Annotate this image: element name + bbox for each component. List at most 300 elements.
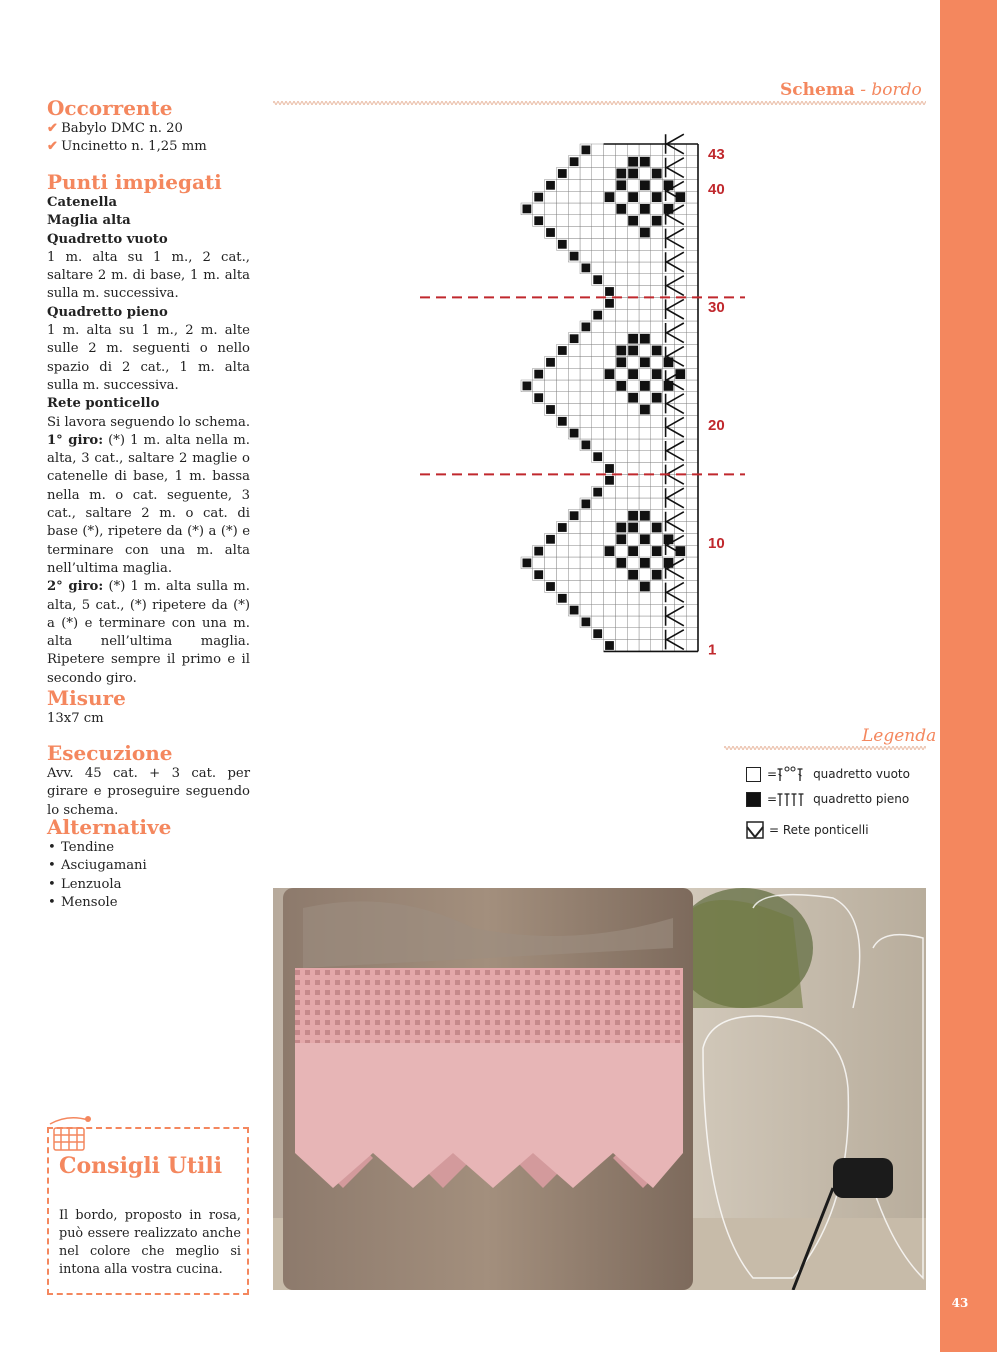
motif-filled-square [652,216,662,226]
chart-cell [580,227,592,239]
legend-row-rete: = Rete ponticelli [746,821,869,839]
motif-filled-square [640,511,650,521]
chart-cell [580,333,592,345]
chart-cell [604,557,616,569]
chart-cell [627,286,639,298]
edge-filled-square [546,535,555,544]
row-label: 40 [708,181,725,199]
chart-cell [604,380,616,392]
chart-cell [604,628,616,640]
chart-cell [604,156,616,168]
chart-cell [580,392,592,404]
chart-cell [651,286,663,298]
chart-cell [686,297,698,309]
chart-cell [604,345,616,357]
chart-cell [556,179,568,191]
product-photo [273,888,926,1290]
chart-cell [686,356,698,368]
chart-cell [627,581,639,593]
chart-cell [556,203,568,215]
chart-cell [686,380,698,392]
occorrente-item: ✔ Uncinetto n. 1,25 mm [47,139,207,155]
chart-cell [592,592,604,604]
chart-cell [686,604,698,616]
edge-filled-square [546,358,555,367]
chart-cell [639,392,651,404]
chart-cell [639,309,651,321]
chart-cell [686,569,698,581]
consigli-title: Consigli Utili [59,1153,223,1179]
chart-cell [615,274,627,286]
chart-cell [604,451,616,463]
chart-cell [592,238,604,250]
chart-cell [639,368,651,380]
chart-cell [604,427,616,439]
edge-filled-square [534,547,543,556]
chart-cell [651,616,663,628]
chart-cell [651,463,663,475]
occorrente-section [47,96,250,157]
chart-cell [592,203,604,215]
occorrente-title: Occorrente [47,96,173,120]
chart-cell [686,557,698,569]
chart-cell [627,297,639,309]
motif-filled-square [616,169,626,179]
chart-cell [627,144,639,156]
motif-filled-square [628,393,638,403]
chart-cell [651,179,663,191]
chart-cell [592,368,604,380]
quadretto-vuoto-symbol-icon [777,766,805,782]
chart-cell [627,203,639,215]
chart-cell [556,533,568,545]
chart-cell [686,286,698,298]
edge-filled-square [570,252,579,261]
chart-cell [627,415,639,427]
chart-cell [651,557,663,569]
quadretto-pieno-symbol-icon [777,791,805,807]
chart-cell [568,545,580,557]
chart-cell [580,368,592,380]
chart-cell [615,628,627,640]
chart-cell [592,356,604,368]
chart-cell [651,533,663,545]
chart-cell [556,392,568,404]
chart-cell [651,474,663,486]
chart-cell [686,486,698,498]
chart-cell [556,215,568,227]
chart-cell [580,215,592,227]
chart-cell [627,604,639,616]
chart-cell [545,368,557,380]
chart-cell [592,545,604,557]
chart-cell [686,250,698,262]
chart-cell [639,439,651,451]
chart-cell [639,474,651,486]
chart-cell [604,203,616,215]
chart-cell [686,333,698,345]
chart-cell [615,333,627,345]
chart-cell [604,250,616,262]
jar-with-lace-photo [273,888,926,1290]
chart-cell [556,227,568,239]
schema-wavy-divider [273,100,926,106]
edge-filled-square [570,511,579,520]
chart-cell [639,286,651,298]
chart-row-labels [708,146,725,659]
chart-cell [627,474,639,486]
chart-cell [615,510,627,522]
chart-cell [615,144,627,156]
chart-cell [604,321,616,333]
chart-cell [651,309,663,321]
chart-cell [686,168,698,180]
chart-cell [615,250,627,262]
chart-cell [651,144,663,156]
chart-cell [627,238,639,250]
qp-title: Quadretto pieno [47,304,168,320]
chart-cell [627,498,639,510]
chart-cell [651,227,663,239]
chart-cell [651,498,663,510]
motif-filled-square [640,357,650,367]
chart-cell [686,415,698,427]
chart-cell [615,392,627,404]
chart-cell [686,392,698,404]
motif-filled-square [628,192,638,202]
esecuzione-title: Esecuzione [47,741,173,765]
motif-filled-square [640,157,650,167]
chart-cell [651,262,663,274]
chart-cell [686,581,698,593]
chart-cell [545,380,557,392]
chart-cell [627,557,639,569]
edge-filled-square [558,594,567,603]
chart-cell [580,510,592,522]
giro2: 2° giro: (*) 1 m. alta sulla m. alta, 5 cat., (*) ripetere da (*) a (*) e terminare con una m. alta nell’ultima maglia. Ripetere sempre il primo e il secondo giro. [47,579,250,686]
chart-cell [615,569,627,581]
edge-filled-square [534,370,543,379]
chart-cell [686,179,698,191]
chart-cell [545,191,557,203]
chart-cell [615,604,627,616]
page-number: 43 [951,1296,969,1310]
chart-cell [627,356,639,368]
giro1: 1° giro: (*) 1 m. alta nella m. alta, 3 cat., saltare 2 maglie o catenelle di base, 1 m. bassa nella m. o cat. seguente, 3 cat., saltare 2 m. o cat. di base (*), ripetere da (*) a (*) e terminare con una m. alta nell’ultima maglia. [47,432,250,576]
chart-cell [627,463,639,475]
chart-cell [556,380,568,392]
chart-cell [604,581,616,593]
motif-filled-square [652,393,662,403]
chart-grid [521,144,698,651]
chart-cell [615,286,627,298]
edge-filled-square [558,523,567,532]
chart-cell [592,522,604,534]
chart-cell [627,486,639,498]
chart-cell [580,581,592,593]
motif-filled-square [616,357,626,367]
chart-cell [604,262,616,274]
chart-cell [686,203,698,215]
chart-cell [651,238,663,250]
chart-cell [604,498,616,510]
chart-cell [604,404,616,416]
chart-cell [651,592,663,604]
chart-cell [568,215,580,227]
chart-cell [627,628,639,640]
qv-title: Quadretto vuoto [47,231,168,247]
chart-cell [615,262,627,274]
chart-cell [651,404,663,416]
chart-cell [568,404,580,416]
chart-cell [604,309,616,321]
chart-cell [651,333,663,345]
chart-cell [568,533,580,545]
chart-cell [568,368,580,380]
chart-cell [615,581,627,593]
chart-cell [686,474,698,486]
edge-filled-square [546,582,555,591]
esecuzione-text: Avv. 45 cat. + 3 cat. per girare e proseguire seguendo lo schema. [47,766,250,818]
chart-cell [604,227,616,239]
chart-cell [568,392,580,404]
chart-cell [592,604,604,616]
edge-filled-square [546,181,555,190]
rete-ponticelli-icon [746,821,764,839]
side-strip [940,0,997,1352]
chart-cell [580,569,592,581]
chart-cell [627,533,639,545]
chart-cell [568,345,580,357]
motif-filled-square [628,570,638,580]
motif-filled-square [616,558,626,568]
alternative-title: Alternative [47,815,172,839]
chart-cell [615,498,627,510]
chart-cell [686,274,698,286]
chart-cell [651,581,663,593]
motif-filled-square [605,369,615,379]
chart-cell [639,191,651,203]
edge-filled-square [582,146,591,155]
motif-filled-square [652,346,662,356]
chart-cell [627,321,639,333]
chart-cell [651,156,663,168]
chart-cell [627,404,639,416]
chart-cell [580,156,592,168]
edge-filled-square [593,275,602,284]
consigli-text: Il bordo, proposto in rosa, può essere realizzato anche nel colore che meglio si intona alla vostra cucina. [59,1208,241,1277]
chart-cell [686,616,698,628]
edge-filled-square [534,193,543,202]
edge-filled-square [523,559,532,568]
chart-cell [592,262,604,274]
edge-filled-square [582,618,591,627]
chart-cell [592,581,604,593]
alternative-item: • Mensole [48,894,118,910]
catenella: Catenella [47,195,118,210]
chart-cell [604,415,616,427]
edge-filled-square [582,323,591,332]
chart-cell [615,545,627,557]
motif-filled-square [616,180,626,190]
chart-cell [686,191,698,203]
check-icon: ✔ [47,139,59,155]
motif-filled-square [640,558,650,568]
motif-filled-square [628,157,638,167]
chart-cell [592,380,604,392]
edge-filled-square [570,606,579,615]
chart-cell [592,156,604,168]
chart-cell [686,227,698,239]
chart-cell [604,533,616,545]
chart-cell [533,557,545,569]
chart-cell [639,144,651,156]
chart-cell [627,451,639,463]
legenda-title: Legenda [862,726,937,746]
motif-filled-square [628,546,638,556]
chart-cell [568,191,580,203]
chart-cell [627,439,639,451]
chart-cell [639,250,651,262]
edge-filled-square [546,228,555,237]
chart-cell [580,203,592,215]
chart-cell [568,569,580,581]
chart-cell [639,168,651,180]
legenda-wavy-divider [724,745,926,751]
chart-cell [686,345,698,357]
chart-cell [556,404,568,416]
chart-cell [639,297,651,309]
chart-cell [615,439,627,451]
chart-cell [592,415,604,427]
chart-cell [568,227,580,239]
motif-filled-square [616,523,626,533]
misure-text: 13x7 cm [47,711,104,726]
chart-cell [604,215,616,227]
chart-cell [627,380,639,392]
chart-cell [639,451,651,463]
edge-filled-square [558,417,567,426]
chart-cell [533,380,545,392]
chart-cell [627,274,639,286]
chart-cell [651,451,663,463]
chart-cell [615,309,627,321]
chart-cell [639,463,651,475]
chart-cell [604,392,616,404]
chart-cell [568,522,580,534]
chart-cell [592,333,604,345]
chart-cell [592,250,604,262]
chart-cell [651,203,663,215]
chart-cell [639,592,651,604]
chart-cell [686,451,698,463]
chart-cell [580,191,592,203]
motif-filled-square [628,346,638,356]
chart-cell [615,415,627,427]
chart-cell [580,557,592,569]
motif-filled-square [640,534,650,544]
chart-cell [592,345,604,357]
chart-cell [568,356,580,368]
chart-cell [615,321,627,333]
chart-cell [615,640,627,652]
consigli-box [47,1127,249,1295]
chart-cell [686,463,698,475]
chart-cell [615,616,627,628]
chart-cell [615,427,627,439]
chart-cell [686,545,698,557]
edge-filled-square [534,570,543,579]
chart-cell [604,144,616,156]
edge-filled-square [605,476,614,485]
chart-cell [592,392,604,404]
rp-text: Si lavora seguendo lo schema. [47,414,251,430]
chart-cell [651,321,663,333]
chart-cell [545,203,557,215]
chart-cell [604,168,616,180]
misure-title: Misure [47,686,126,710]
edge-filled-square [582,264,591,273]
edge-filled-square [570,157,579,166]
row-label: 20 [708,417,725,435]
chart-cell [568,203,580,215]
alternative-item: • Lenzuola [48,876,122,892]
empty-square-icon [746,767,761,782]
chart-cell [651,274,663,286]
motif-filled-square [640,204,650,214]
chart-cell [592,191,604,203]
chart-cell [686,368,698,380]
chart-cell [533,203,545,215]
chart-cell [651,427,663,439]
esecuzione-section [47,741,250,820]
chart-cell [568,415,580,427]
chart-cell [604,238,616,250]
chart-cell [651,640,663,652]
chart-cell [615,297,627,309]
maglia-alta: Maglia alta [47,213,131,229]
chart-cell [580,356,592,368]
motif-filled-square [640,334,650,344]
chart-cell [604,274,616,286]
chart-cell [545,392,557,404]
row-label: 30 [708,299,725,317]
chart-cell [580,415,592,427]
chart-cell [604,439,616,451]
chart-cell [592,569,604,581]
chart-cell [580,545,592,557]
edge-filled-square [558,240,567,249]
chart-cell [556,545,568,557]
chart-cell [604,592,616,604]
chart-cell [686,144,698,156]
chart-cell [651,510,663,522]
chart-cell [615,227,627,239]
chart-cell [651,604,663,616]
edge-filled-square [582,441,591,450]
chart-cell [545,569,557,581]
chart-cell [580,592,592,604]
edge-filled-square [593,452,602,461]
edge-filled-square [570,429,579,438]
chart-cell [686,628,698,640]
chart-cell [545,557,557,569]
chart-cell [592,427,604,439]
occorrente-item: ✔ Babylo DMC n. 20 [47,121,183,136]
chart-cell [615,451,627,463]
motif-filled-square [616,204,626,214]
chart-cell [615,368,627,380]
